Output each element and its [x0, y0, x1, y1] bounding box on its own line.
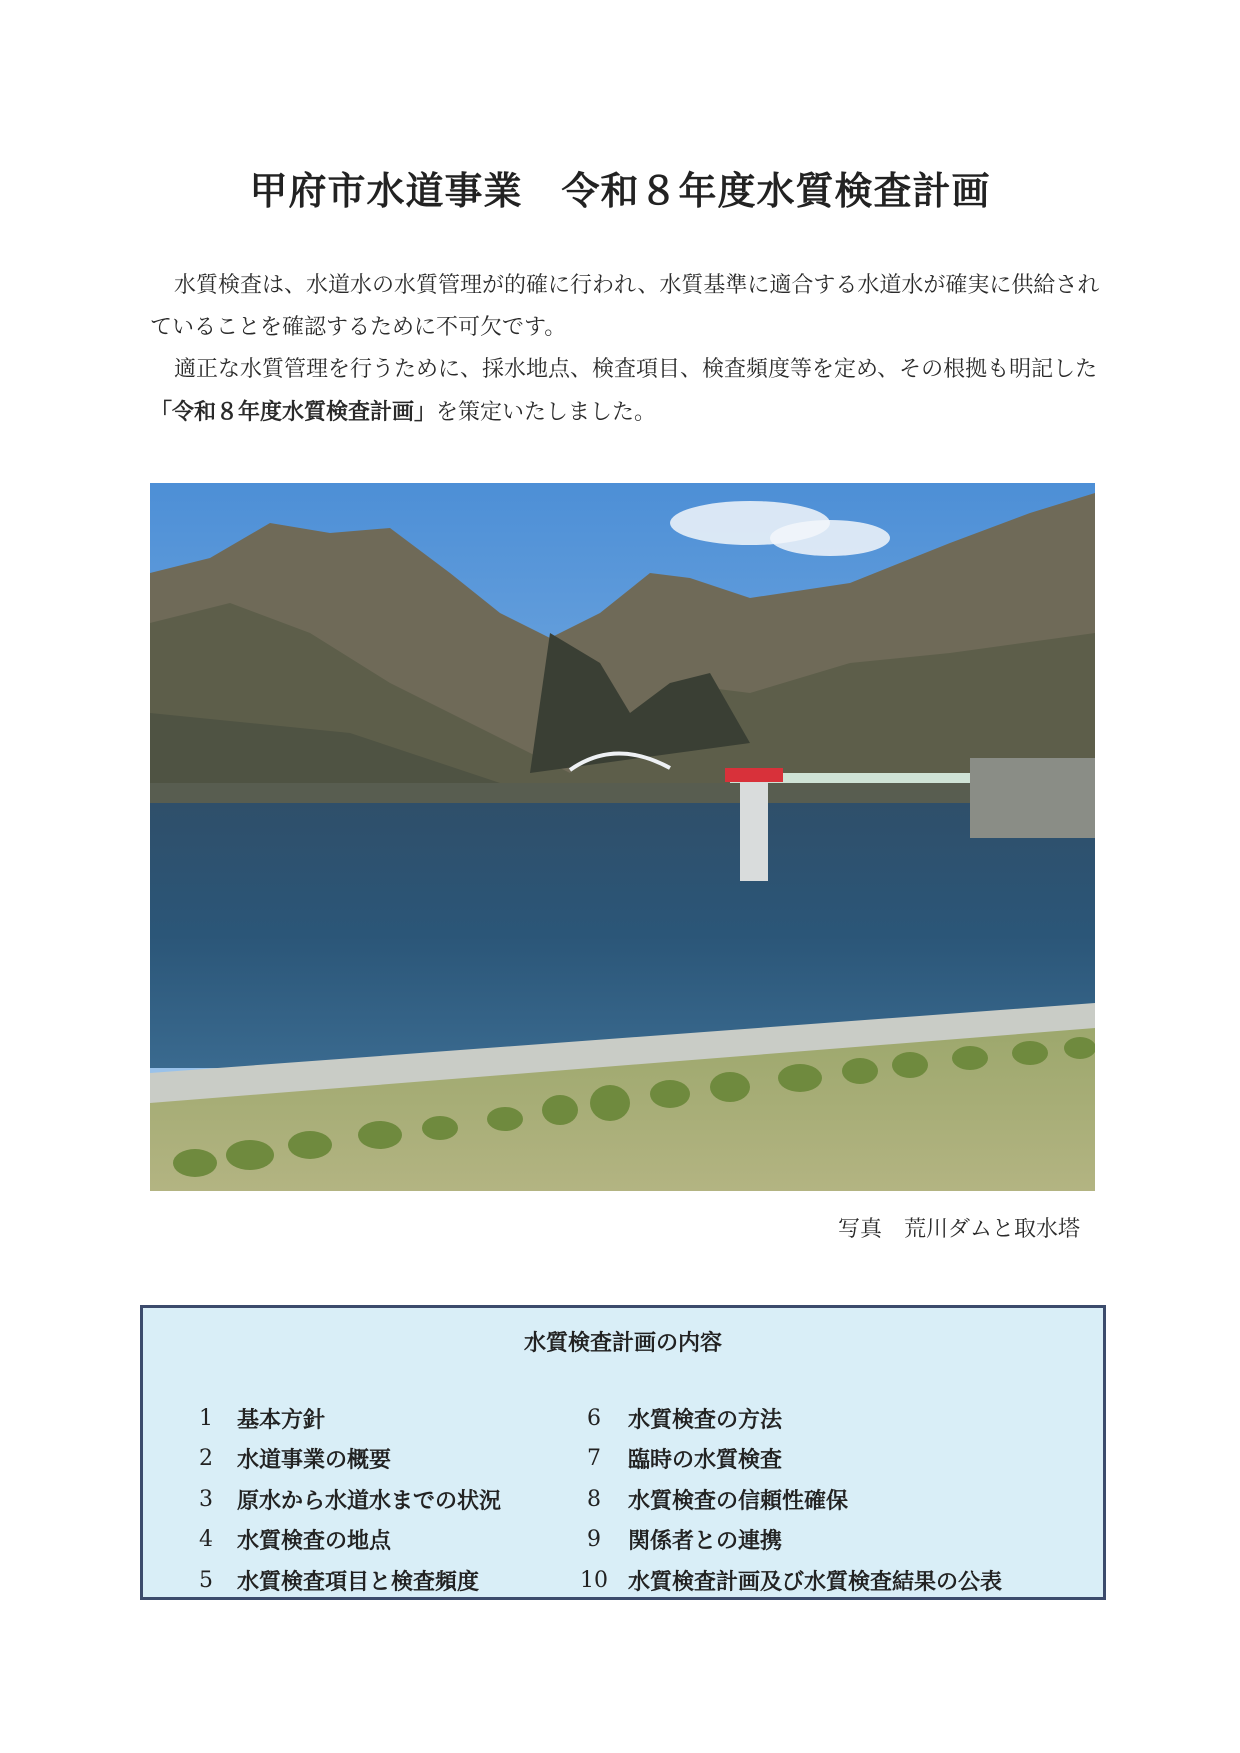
contents-item [568, 1398, 1002, 1439]
item-number: 10 [580, 1567, 608, 1593]
contents-item [183, 1398, 501, 1439]
page-title: 甲府市水道事業 令和８年度水質検査計画 [249, 168, 991, 213]
item-number: 4 [199, 1527, 213, 1553]
cloud [770, 520, 890, 556]
contents-item [568, 1560, 1002, 1601]
intro-paragraph-2-before: 適正な水質管理を行うために、採水地点、検査項目、検査頻度等を定め、その根拠も明記した [174, 357, 1098, 382]
contents-column-right [568, 1398, 1002, 1601]
item-number: 5 [199, 1567, 213, 1593]
dam-wall [970, 758, 1095, 838]
contents-item [183, 1479, 501, 1520]
contents-item [568, 1479, 1002, 1520]
item-label: 水質検査の信頼性確保 [628, 1487, 849, 1514]
item-number: 3 [199, 1486, 213, 1512]
item-label: 臨時の水質検査 [628, 1447, 783, 1474]
item-label: 水質検査計画及び水質検査結果の公表 [628, 1568, 1003, 1595]
item-label: 水道事業の概要 [237, 1447, 392, 1474]
item-label: 水質検査の方法 [628, 1406, 783, 1433]
intro-paragraph-2 [150, 349, 1115, 434]
contents-item [183, 1439, 501, 1480]
photo-caption: 写真 荒川ダムと取水塔 [837, 1217, 1080, 1242]
item-number: 9 [587, 1527, 601, 1553]
item-number: 2 [199, 1446, 213, 1472]
item-label: 関係者との連携 [628, 1528, 783, 1555]
item-label: 水質検査項目と検査頻度 [237, 1568, 480, 1595]
contents-column-left [183, 1398, 501, 1601]
item-label: 原水から水道水までの状況 [237, 1487, 502, 1514]
item-number: 7 [587, 1446, 601, 1472]
contents-item [568, 1520, 1002, 1561]
contents-item [183, 1560, 501, 1601]
contents-heading: 水質検査計画の内容 [523, 1330, 722, 1356]
intake-tower [740, 781, 768, 881]
contents-item [568, 1439, 1002, 1480]
intro-text [150, 265, 1115, 434]
item-number: 6 [587, 1405, 601, 1431]
item-number: 1 [199, 1405, 213, 1431]
contents-box [140, 1305, 1106, 1600]
item-number: 8 [587, 1486, 601, 1512]
plan-name-highlight: 「令和８年度水質検査計画」 [150, 399, 437, 425]
dam-photo [150, 483, 1095, 1191]
intro-paragraph-2-after: を策定いたしました。 [436, 400, 657, 425]
dam-photo-illustration [150, 483, 1095, 1191]
tower-roof [725, 768, 783, 782]
item-label: 基本方針 [237, 1406, 326, 1433]
item-label: 水質検査の地点 [237, 1528, 392, 1555]
contents-item [183, 1520, 501, 1561]
intro-paragraph-1: 水質検査は、水道水の水質管理が的確に行われ、水質基準に適合する水道水が確実に供給されていることを確認するために不可欠です。 [150, 273, 1100, 340]
